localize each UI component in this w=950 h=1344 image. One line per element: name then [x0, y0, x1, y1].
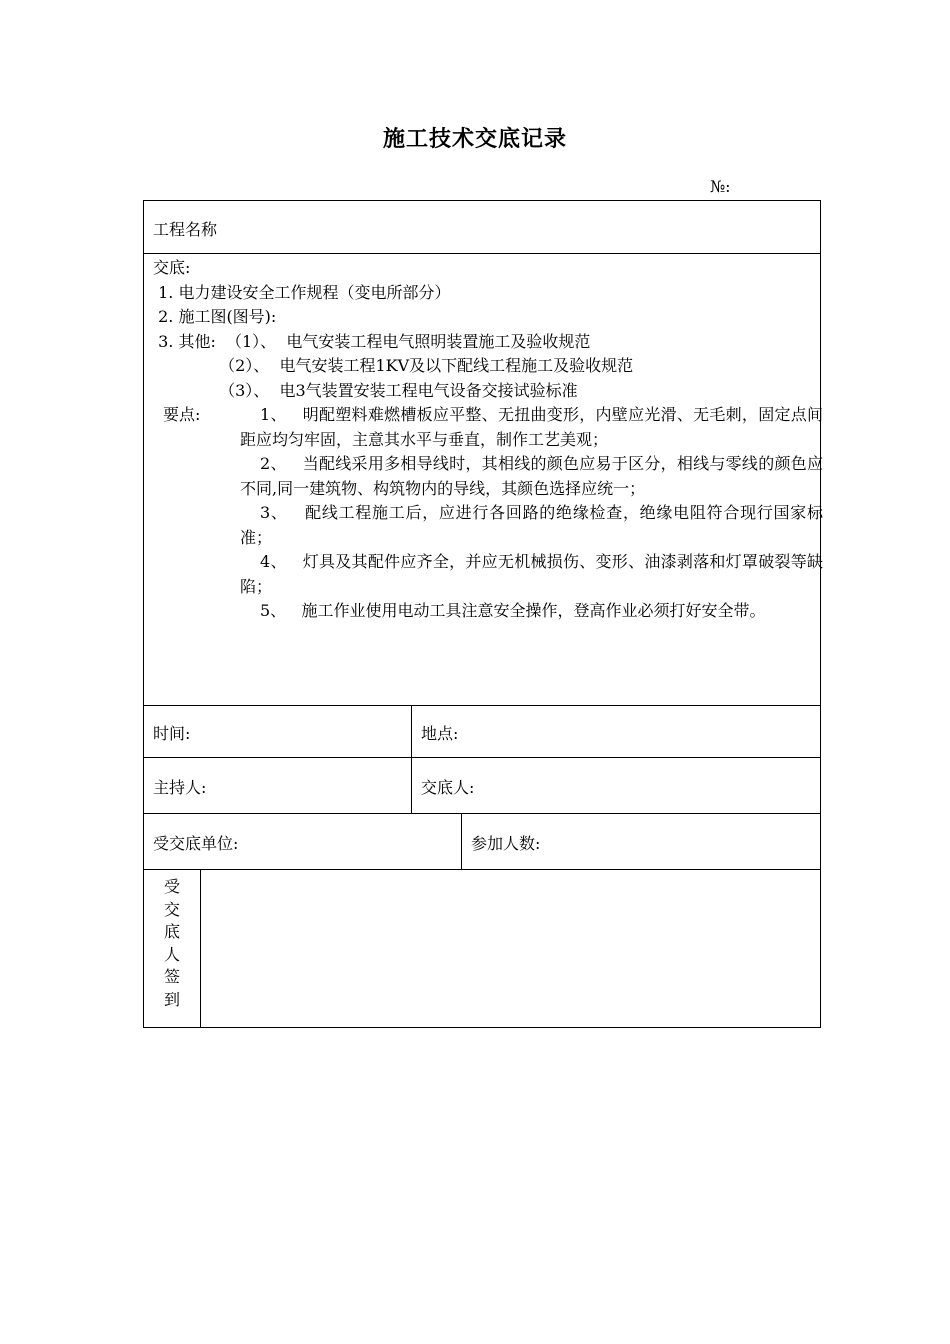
- disclosure-item: 1. 电力建设安全工作规程（变电所部分）: [153, 282, 451, 302]
- signature-area[interactable]: [201, 870, 820, 1027]
- key-points: [153, 403, 823, 624]
- key-points-label: 要点:: [163, 405, 201, 424]
- discloser-label: 交底人:: [421, 778, 475, 797]
- divider: [144, 757, 820, 758]
- signature-char: 到: [163, 989, 180, 1009]
- disclosure-item: 2. 施工图(图号):: [153, 307, 277, 326]
- project-name-label: 工程名称: [153, 220, 218, 239]
- disclosure-item: 3. 其他: （1）、 电气安装工程电气照明装置施工及验收规范: [153, 331, 591, 351]
- divider: [144, 813, 820, 814]
- disclosure-item: （2）、 电气安装工程1KV及以下配线工程施工及验收规范: [153, 356, 634, 375]
- record-table: [143, 200, 821, 1028]
- document-number-label: №:: [710, 177, 731, 196]
- signature-char: 人: [163, 944, 180, 964]
- disclosure-content: [153, 256, 823, 624]
- signature-char: 交: [163, 899, 180, 919]
- key-point: 3、 配线工程施工后，应进行各回路的绝缘检查，绝缘电阻符合现行国家标准；: [240, 503, 823, 547]
- divider: [461, 813, 462, 869]
- key-point: 5、 施工作业使用电动工具注意安全操作，登高作业必须打好安全带。: [260, 601, 766, 620]
- divider: [411, 757, 412, 813]
- time-label: 时间:: [153, 724, 191, 743]
- receiving-unit-label: 受交底单位:: [153, 834, 239, 853]
- signature-char: 签: [163, 967, 180, 986]
- disclosure-item: （3）、 电3气装置安装工程电气设备交接试验标准: [153, 380, 578, 400]
- host-label: 主持人:: [153, 778, 207, 797]
- participants-label: 参加人数:: [471, 834, 541, 853]
- page-title: 施工技术交底记录: [382, 126, 567, 152]
- signature-label: [144, 876, 200, 1011]
- key-point: 1、 明配塑料难燃槽板应平整、无扭曲变形，内壁应光滑、无毛刺，固定点间距应均匀牢固，主意其水平与垂直，制作工艺美观；: [240, 405, 823, 449]
- signature-char: 受: [163, 877, 180, 896]
- key-point: 2、 当配线采用多相导线时，其相线的颜色应易于区分，相线与零线的颜色应不同,同一建筑物、构筑物内的导线，其颜色选择应统一；: [240, 454, 823, 498]
- divider: [144, 705, 820, 706]
- divider: [411, 705, 412, 757]
- place-label: 地点:: [421, 724, 459, 743]
- key-point: 4、 灯具及其配件应齐全，并应无机械损伤、变形、油漆剥落和灯罩破裂等缺陷；: [240, 552, 823, 596]
- divider: [144, 253, 820, 254]
- disclosure-heading: 交底:: [153, 258, 191, 277]
- signature-char: 底: [163, 922, 180, 941]
